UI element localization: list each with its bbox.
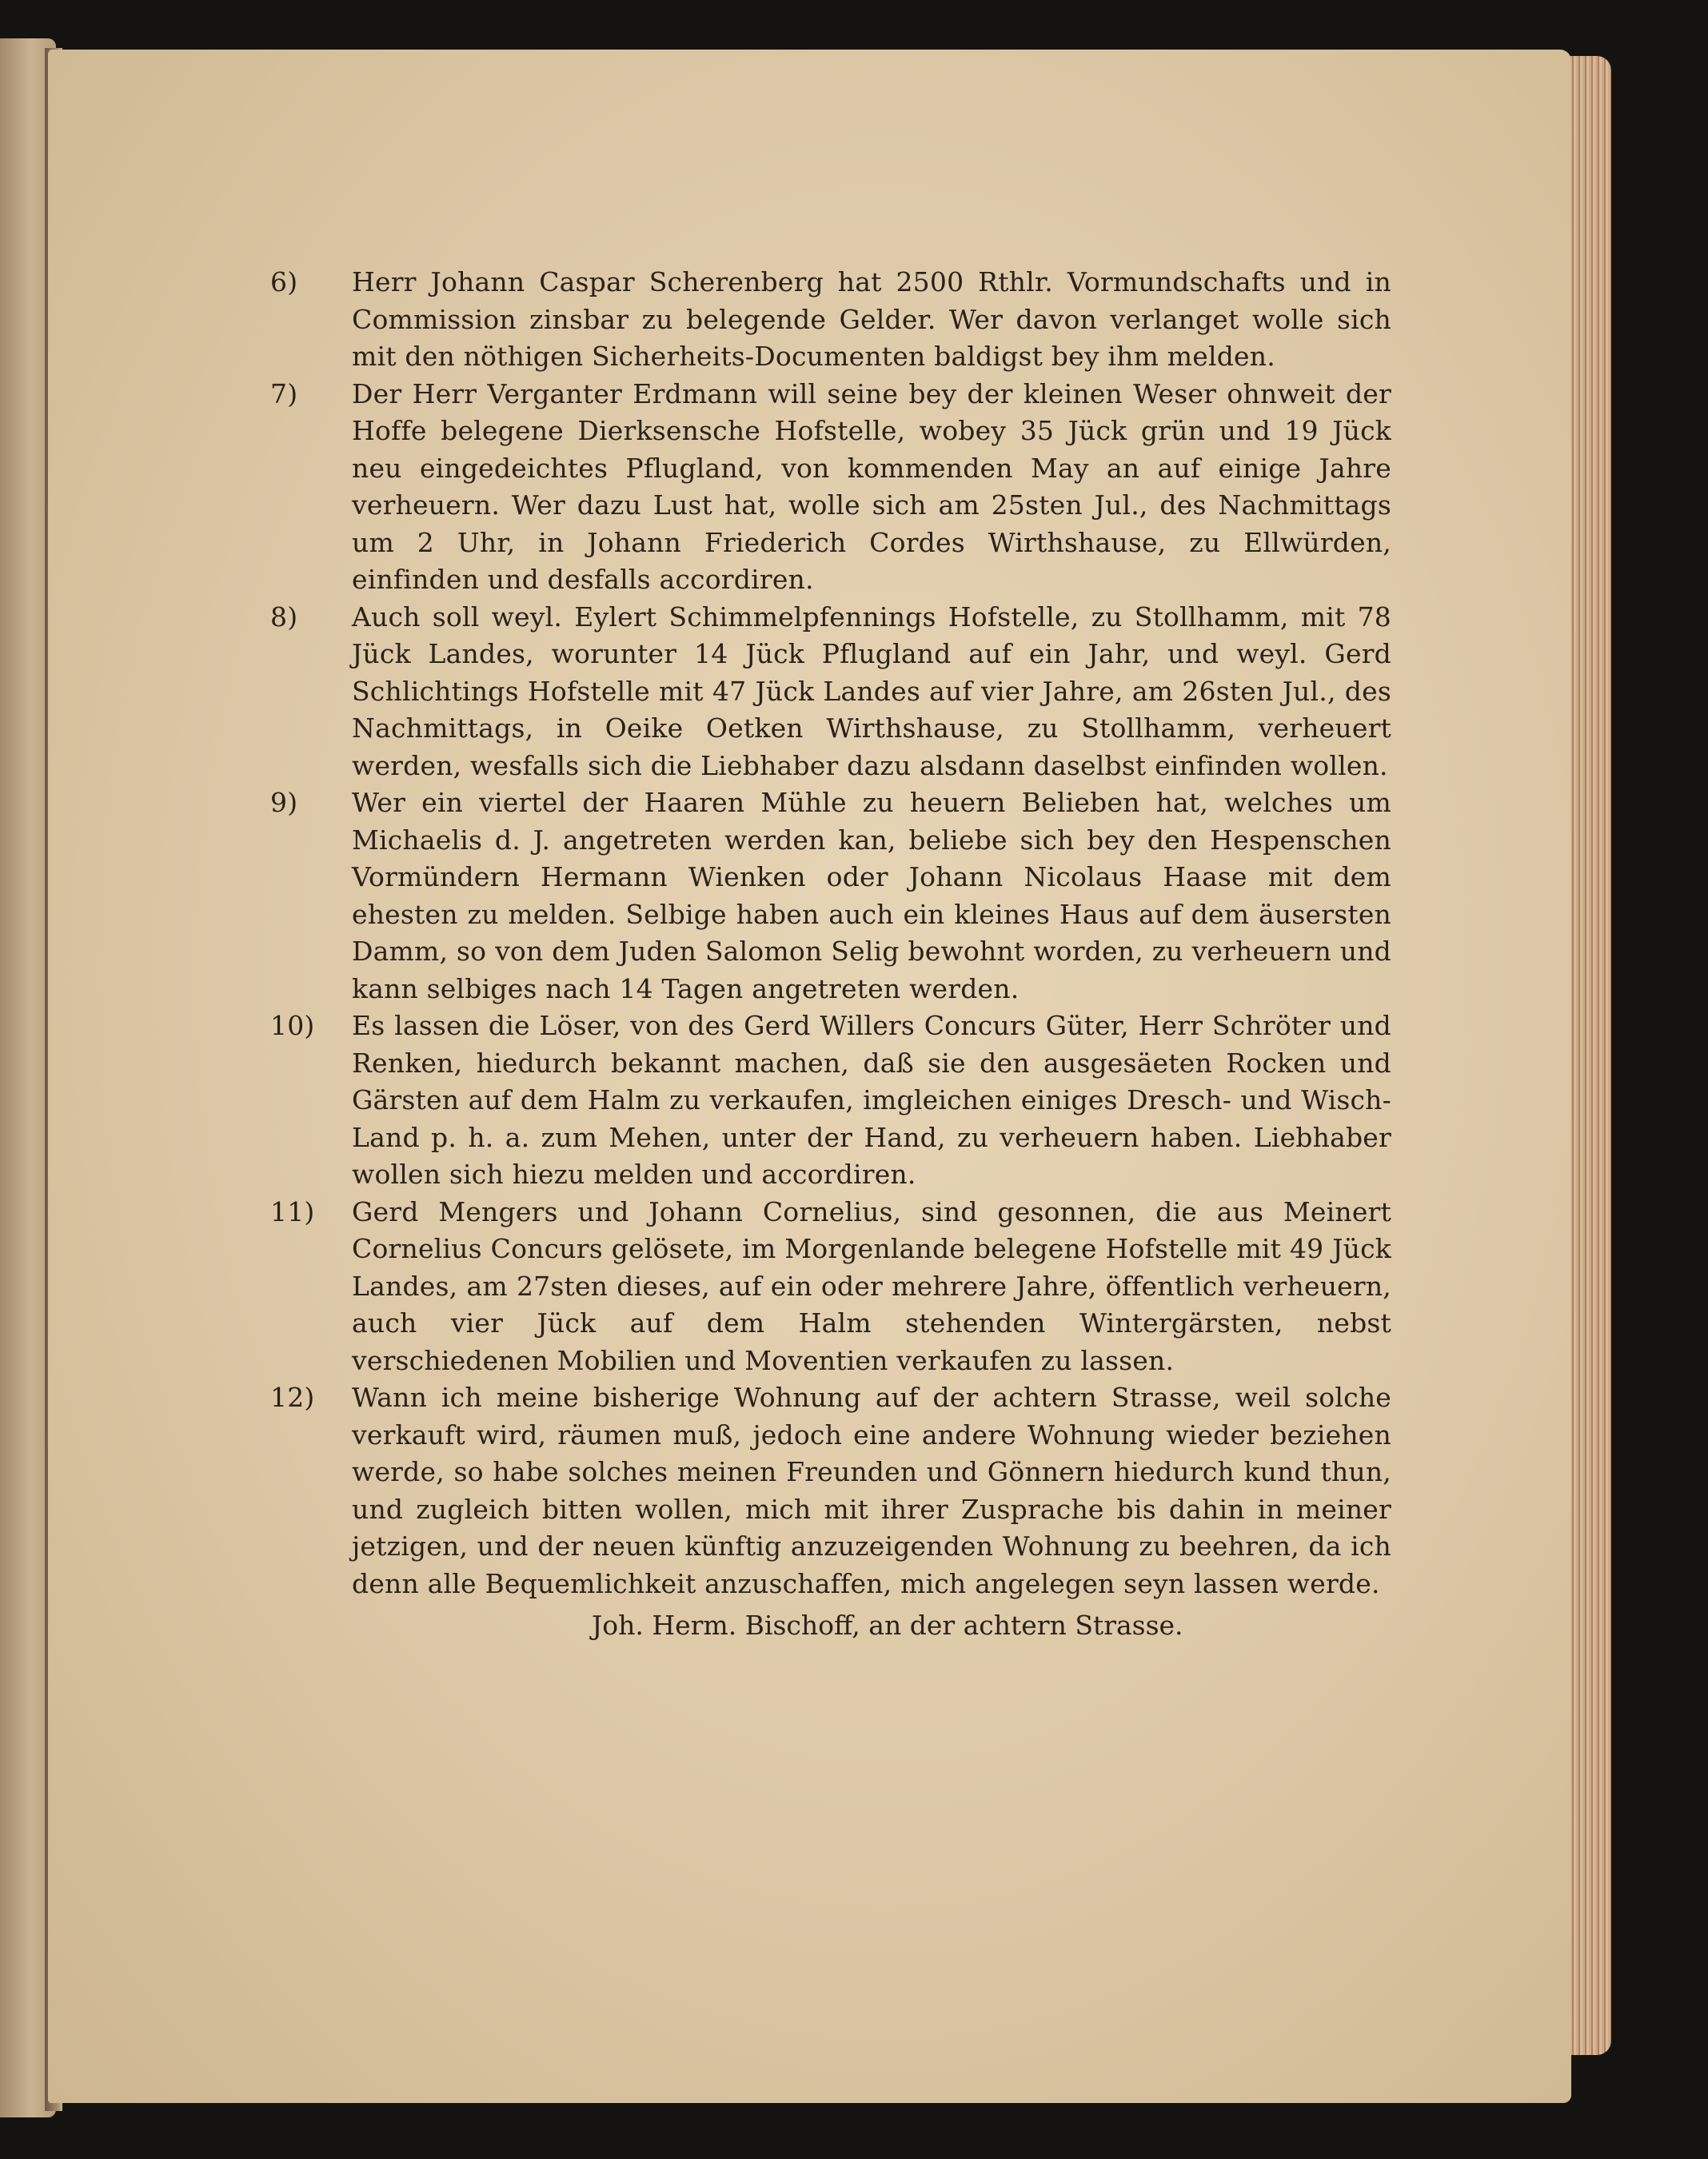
- notice-number: 10): [270, 1010, 315, 1041]
- notice-text: Gerd Mengers und Johann Cornelius, sind gesonnen, die aus Meinert Cornelius Concurs gelösete, im Morgenlande belegene Hofstelle mit 49 Jück Landes, am 27sten dieses, auf ein oder mehrere Jahre, öffentlich verheuern, auch vier Jück auf dem Halm stehenden Wintergärsten, nebst verschiedenen Mobilien und Moventien verkaufen zu lassen.: [352, 1195, 1391, 1376]
- notice-number: 6): [270, 266, 298, 297]
- notice-number: 8): [270, 601, 298, 633]
- notice-9: [272, 784, 1391, 1008]
- notice-7: [272, 376, 1391, 599]
- notice-number: 12): [270, 1382, 315, 1413]
- notice-8: [272, 599, 1391, 785]
- notice-text: Herr Johann Caspar Scherenberg hat 2500 Rthlr. Vormundschafts und in Commission zinsbar zu belegende Gelder. Wer davon verlanget wolle sich mit den nöthigen Sicherheits-Documenten baldigst bey ihm melden.: [352, 266, 1391, 372]
- notice-number: 9): [270, 787, 298, 818]
- notice-text: Wann ich meine bisherige Wohnung auf der achtern Strasse, weil solche verkauft wird, räumen muß, jedoch eine andere Wohnung wieder beziehen werde, so habe solches meinen Freunden und Gönnern hiedurch kund thun, und zugleich bitten wollen, mich mit ihrer Zusprache bis dahin in meiner jetzigen, und der neuen künftig anzuzeigenden Wohnung zu beehren, da ich denn alle Bequemlichkeit anzuschaffen, mich angelegen seyn lassen werde.: [352, 1382, 1391, 1599]
- signature: Joh. Herm. Bischoff, an der achtern Strasse.: [592, 1610, 1183, 1641]
- notice-text: Es lassen die Löser, von des Gerd Willers Concurs Güter, Herr Schröter und Renken, hiedurch bekannt machen, daß sie den ausgesäeten Rocken und Gärsten auf dem Halm zu verkaufen, imgleichen einiges Dresch- und Wisch-Land p. h. a. zum Mehen, unter der Hand, zu verheuern haben. Liebhaber wollen sich hiezu melden und accordiren.: [352, 1010, 1391, 1190]
- notice-text: Der Herr Verganter Erdmann will seine bey der kleinen Weser ohnweit der Hoffe belegene Dierksensche Hofstelle, wobey 35 Jück grün und 19 Jück neu eingedeichtes Pflugland, von kommenden May an auf einige Jahre verheuern. Wer dazu Lust hat, wolle sich am 25sten Jul., des Nachmittags um 2 Uhr, in Johann Friederich Cordes Wirthshause, zu Ellwürden, einfinden und desfalls accordiren.: [352, 377, 1391, 595]
- notice-number: 7): [270, 377, 298, 409]
- notice-text: Auch soll weyl. Eylert Schimmelpfennings Hofstelle, zu Stollhamm, mit 78 Jück Landes, worunter 14 Jück Pflugland auf ein Jahr, und weyl. Gerd Schlichtings Hofstelle mit 47 Jück Landes auf vier Jahre, am 26sten Jul., des Nachmittags, in Oeike Oetken Wirthshause, zu Stollhamm, verheuert werden, wesfalls sich die Liebhaber dazu alsdann daselbst einfinden wollen.: [352, 601, 1391, 781]
- notice-11: [272, 1194, 1391, 1380]
- page-text: [272, 264, 1391, 1644]
- notice-10: [272, 1008, 1391, 1194]
- notice-text: Wer ein viertel der Haaren Mühle zu heuern Belieben hat, welches um Michaelis d. J. angetreten werden kan, beliebe sich bey den Hespenschen Vormündern Hermann Wienken oder Johann Nicolaus Haase mit dem ehesten zu melden. Selbige haben auch ein kleines Haus auf dem äusersten Damm, so von dem Juden Salomon Selig bewohnt worden, zu verheuern und kann selbiges nach 14 Tagen angetreten werden.: [352, 787, 1391, 1004]
- notice-6: [272, 264, 1391, 376]
- notice-12: [272, 1379, 1391, 1602]
- book-page: [48, 50, 1571, 2103]
- notice-number: 11): [270, 1195, 315, 1227]
